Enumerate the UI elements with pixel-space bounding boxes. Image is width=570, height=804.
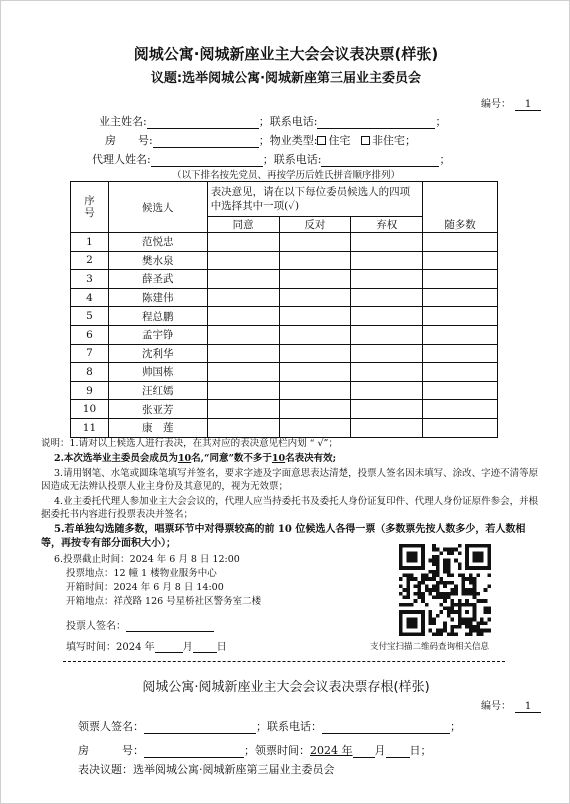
owner-name-field[interactable] <box>147 117 259 129</box>
table-row <box>71 363 498 382</box>
row-number: 1 <box>71 233 109 252</box>
oppose-cell[interactable] <box>279 270 351 289</box>
col-candidate-header: 候选人 <box>108 182 207 233</box>
table-row <box>71 400 498 419</box>
oppose-cell[interactable] <box>279 418 351 437</box>
abstain-cell[interactable] <box>351 400 423 419</box>
abstain-cell[interactable] <box>351 381 423 400</box>
abstain-cell[interactable] <box>351 251 423 270</box>
serial-label: 编号： <box>481 99 511 110</box>
vote-place: 投票地点：12 幢 1 楼物业服务中心 <box>66 568 217 579</box>
agree-cell[interactable] <box>207 381 279 400</box>
oppose-cell[interactable] <box>279 288 351 307</box>
candidate-name: 帅国栋 <box>108 363 207 382</box>
agree-cell[interactable] <box>207 233 279 252</box>
table-row <box>71 270 498 289</box>
row-number: 10 <box>71 400 109 419</box>
oppose-cell[interactable] <box>279 325 351 344</box>
row-number: 4 <box>71 288 109 307</box>
abstain-cell[interactable] <box>351 307 423 326</box>
ballot-table <box>70 181 498 438</box>
abstain-cell[interactable] <box>351 233 423 252</box>
table-row <box>71 381 498 400</box>
agree-cell[interactable] <box>207 288 279 307</box>
col-oppose-header: 反对 <box>279 217 351 233</box>
room-field[interactable] <box>153 136 259 148</box>
agent-phone-label: 联系电话: <box>273 153 322 166</box>
stub-room-row: 房 号： ；领票时间：2024 年 月 日； <box>78 744 432 757</box>
stub-recipient-row: 领票人签名： ；联系电话： ； <box>78 720 461 733</box>
candidate-name: 汪红嫣 <box>108 381 207 400</box>
stub-time-year: 2024 年 <box>310 744 353 757</box>
col-follow-header: 随多数 <box>423 217 498 233</box>
candidate-name: 孟宇铮 <box>108 325 207 344</box>
qr-code-icon <box>399 544 491 636</box>
col-agree-header: 同意 <box>207 217 279 233</box>
phone-field[interactable] <box>317 117 435 129</box>
abstain-cell[interactable] <box>351 288 423 307</box>
row-number: 5 <box>71 307 109 326</box>
table-row <box>71 288 498 307</box>
agree-cell[interactable] <box>207 325 279 344</box>
nonresidential-label: 非住宅 <box>371 134 405 147</box>
abstain-cell[interactable] <box>351 363 423 382</box>
oppose-cell[interactable] <box>279 344 351 363</box>
table-row <box>71 418 498 437</box>
table-row <box>71 251 498 270</box>
oppose-cell[interactable] <box>279 307 351 326</box>
agree-cell[interactable] <box>207 363 279 382</box>
room-row: 房 号: ；物业类型: 住宅 非住宅； <box>105 134 416 147</box>
stub-serial: 编号： 1 <box>481 697 541 713</box>
follow-majority-cell[interactable] <box>423 251 498 270</box>
note-2: 2.本次选举业主委员会成员为10名,“同意”数不多于10名表决有效; <box>54 453 337 464</box>
col-follow-spacer <box>423 182 498 217</box>
residential-label: 住宅 <box>328 134 351 147</box>
row-number: 2 <box>71 251 109 270</box>
follow-majority-cell[interactable] <box>423 233 498 252</box>
stub-recipient-field[interactable] <box>144 722 256 734</box>
table-row <box>71 325 498 344</box>
phone-label: 联系电话: <box>269 115 318 128</box>
table-row <box>71 307 498 326</box>
row-number: 3 <box>71 270 109 289</box>
abstain-cell[interactable] <box>351 418 423 437</box>
candidate-name: 樊水泉 <box>108 251 207 270</box>
follow-majority-cell[interactable] <box>423 363 498 382</box>
follow-majority-cell[interactable] <box>423 344 498 363</box>
fill-time-row: 填写时间：2024 年 月 日 <box>66 642 227 653</box>
candidate-name: 张亚芳 <box>108 400 207 419</box>
follow-majority-cell[interactable] <box>423 418 498 437</box>
ballot-subtitle: 议题:选举阅城公寓·阅城新座第三届业主委员会 <box>150 71 422 86</box>
stub-month-field[interactable] <box>353 746 375 758</box>
candidate-name: 程总鹏 <box>108 307 207 326</box>
agree-cell[interactable] <box>207 344 279 363</box>
residential-checkbox[interactable] <box>317 136 326 145</box>
abstain-cell[interactable] <box>351 325 423 344</box>
col-abstain-header: 弃权 <box>351 217 423 233</box>
agent-phone-field[interactable] <box>321 155 439 167</box>
stub-title: 阅城公寓·阅城新座业主大会会议表决票存根(样张) <box>142 680 430 695</box>
stub-room-field[interactable] <box>144 746 244 758</box>
agree-cell[interactable] <box>207 270 279 289</box>
note-3: 3.请用钢笔、水笔或圆珠笔填写并签名，要求字迹及字面意思表达清楚，投票人签名因未填写、涂改、字迹不清等原因造成无法辨认投票人业主身份及其意见的，视为无效票； <box>41 468 539 492</box>
row-number: 9 <box>71 381 109 400</box>
stub-day-field[interactable] <box>386 746 410 758</box>
follow-majority-cell[interactable] <box>423 400 498 419</box>
agent-row: 代理人姓名: ；联系电话: ； <box>92 153 451 166</box>
stub-topic: 表决议题：选举阅城公寓·阅城新座第三届业主委员会 <box>78 763 335 776</box>
room-label: 房 号: <box>105 134 153 147</box>
agree-cell[interactable] <box>207 400 279 419</box>
col-no-header: 序号 <box>71 182 109 233</box>
row-number: 11 <box>71 418 109 437</box>
note-1: 说明：1.请对以上候选人进行表决，在其对应的表决意见栏内划 “ √”； <box>41 438 338 449</box>
tear-line <box>63 661 505 662</box>
abstain-cell[interactable] <box>351 270 423 289</box>
open-time: 开箱时间：2024 年 6 月 8 日 14:00 <box>66 582 224 593</box>
row-number: 7 <box>71 344 109 363</box>
table-row <box>71 233 498 252</box>
agent-name-field[interactable] <box>151 155 263 167</box>
note-5: 5.若单独勾选随多数，唱票环节中对得票较高的前 10 位候选人各得一票（多数票先按人数多少，若人数相等，再按专有部分面积大小）； <box>41 524 526 549</box>
candidate-name: 沈利华 <box>108 344 207 363</box>
follow-majority-cell[interactable] <box>423 325 498 344</box>
note-6: 6.投票截止时间：2024 年 6 月 8 日 12:00 <box>54 554 240 565</box>
col-opinion-header: 表决意见，请在以下每位委员候选人的四项中选择其中一项(✓) <box>207 182 422 217</box>
follow-majority-cell[interactable] <box>423 288 498 307</box>
candidate-name: 陈建伟 <box>108 288 207 307</box>
nonresidential-checkbox[interactable] <box>361 136 370 145</box>
agent-name-label: 代理人姓名: <box>92 153 151 166</box>
voter-sign-row <box>66 617 214 632</box>
note-4: 4.业主委托代理人参加业主大会会议的，代理人应当持委托书及委托人身份证复印件、代理人身份证原件参会，并根据委托书内容进行投票表决并签名； <box>41 496 539 520</box>
property-type-label: 物业类型: <box>269 134 318 147</box>
voter-sign-field[interactable] <box>126 620 214 632</box>
follow-majority-cell[interactable] <box>423 307 498 326</box>
agree-cell[interactable] <box>207 418 279 437</box>
candidate-name: 康 莲 <box>108 418 207 437</box>
follow-majority-cell[interactable] <box>423 381 498 400</box>
table-row <box>71 344 498 363</box>
fill-day-field[interactable] <box>193 641 217 653</box>
serial-number <box>481 95 541 111</box>
oppose-cell[interactable] <box>279 251 351 270</box>
stub-phone-field[interactable] <box>322 722 450 734</box>
row-number: 6 <box>71 325 109 344</box>
voter-sign-label: 投票人签名： <box>66 621 126 632</box>
candidate-name: 范悦忠 <box>108 233 207 252</box>
candidate-name: 薛圣武 <box>108 270 207 289</box>
abstain-cell[interactable] <box>351 344 423 363</box>
oppose-cell[interactable] <box>279 400 351 419</box>
oppose-cell[interactable] <box>279 363 351 382</box>
agree-cell[interactable] <box>207 251 279 270</box>
stub-serial-value: 1 <box>515 701 541 713</box>
sort-note: （以下排名按先党员、再按学历后姓氏拼音顺序排列） <box>171 170 400 181</box>
agree-cell[interactable] <box>207 307 279 326</box>
open-place: 开箱地点：祥茂路 126 号星桥社区警务室二楼 <box>66 596 262 607</box>
serial-value: 1 <box>515 99 541 111</box>
ballot-title: 阅城公寓·阅城新座业主大会会议表决票(样张) <box>133 45 439 63</box>
owner-name-label: 业主姓名: <box>99 115 147 128</box>
oppose-cell[interactable] <box>279 233 351 252</box>
owner-name-row: 业主姓名: ；联系电话: ； <box>99 115 447 128</box>
oppose-cell[interactable] <box>279 381 351 400</box>
qr-caption: 支付宝扫描二维码查询相关信息 <box>370 642 490 652</box>
row-number: 8 <box>71 363 109 382</box>
follow-majority-cell[interactable] <box>423 270 498 289</box>
fill-month-field[interactable] <box>155 641 183 653</box>
